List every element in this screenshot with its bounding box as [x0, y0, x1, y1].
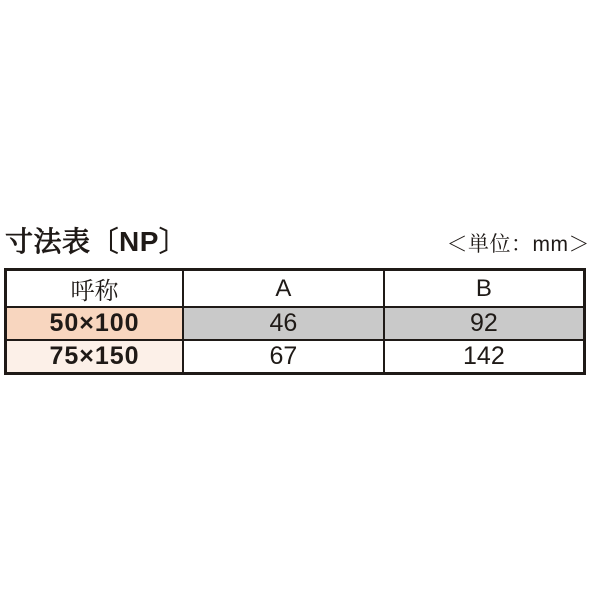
- value-a-cell: 67: [183, 340, 384, 374]
- dimension-table: [4, 268, 586, 375]
- table-header-row: [6, 270, 585, 308]
- row-name-cell: 75×150: [6, 340, 184, 374]
- table-row: [6, 340, 585, 374]
- column-header-a: A: [183, 270, 384, 308]
- page-title: 寸法表〔NP〕: [5, 226, 188, 258]
- value-b-cell: 92: [384, 307, 585, 340]
- unit-note: ＜単位：mm＞: [446, 232, 590, 256]
- header-band: [5, 220, 590, 258]
- value-b-cell: 142: [384, 340, 585, 374]
- value-a-cell: 46: [183, 307, 384, 340]
- column-header-name: 呼称: [6, 270, 184, 308]
- column-header-b: B: [384, 270, 585, 308]
- table-row: [6, 307, 585, 340]
- row-name-cell: 50×100: [6, 307, 184, 340]
